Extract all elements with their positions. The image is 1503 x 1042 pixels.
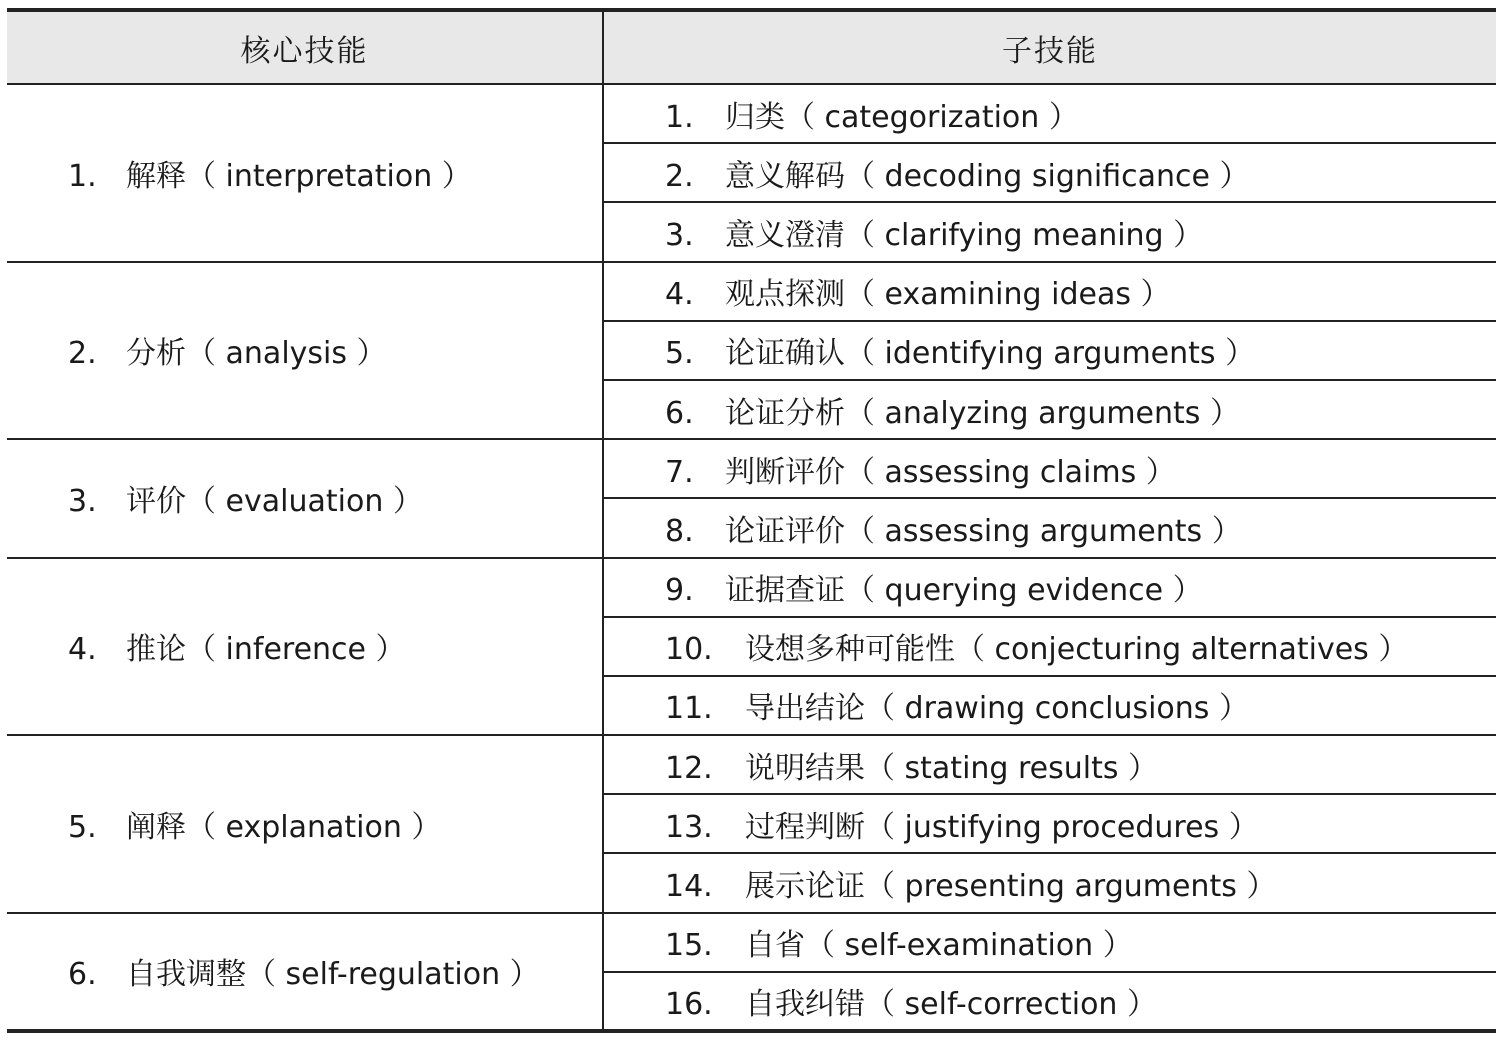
core-skill-name-en: （ explanation ） <box>186 809 442 845</box>
header-row <box>7 10 1496 84</box>
core-skill-name-zh: 解释 <box>126 158 186 194</box>
sub-skill-number: 15. <box>665 928 713 964</box>
sub-skill-name-en: （ examining ideas ） <box>845 277 1171 313</box>
sub-skill-cell <box>603 913 1496 972</box>
sub-skill-name-zh: 归类 <box>725 99 785 135</box>
table-row <box>7 84 1496 143</box>
sub-skill-name-en: （ assessing arguments ） <box>845 513 1242 549</box>
sub-skill-name-zh: 意义解码 <box>725 158 845 194</box>
core-skill-cell <box>7 262 603 440</box>
sub-skill-name-en: （ decoding significance ） <box>845 158 1250 194</box>
sub-skill-number: 10. <box>665 632 713 668</box>
core-skill-cell <box>7 735 603 913</box>
sub-skill-name-zh: 自省 <box>745 928 805 964</box>
sub-skill-number: 12. <box>665 750 713 786</box>
table-row <box>7 913 1496 972</box>
sub-skill-name-en: （ conjecturing alternatives ） <box>955 632 1409 668</box>
sub-skill-name-zh: 论证确认 <box>725 336 845 372</box>
sub-skill-name-en: （ analyzing arguments ） <box>845 395 1240 431</box>
core-skill-number: 3. <box>68 484 97 520</box>
sub-skill-name-en: （ drawing conclusions ） <box>865 691 1249 727</box>
sub-skill-number: 4. <box>665 277 694 313</box>
sub-skill-name-en: （ self-examination ） <box>805 928 1133 964</box>
sub-skill-name-zh: 说明结果 <box>745 750 865 786</box>
core-skill-name-en: （ inference ） <box>186 632 406 668</box>
core-skill-cell <box>7 439 603 557</box>
sub-skill-cell <box>603 498 1496 557</box>
sub-skill-name-zh: 展示论证 <box>745 869 865 905</box>
table-header <box>7 10 1496 84</box>
sub-skill-name-zh: 证据查证 <box>725 573 845 609</box>
sub-skill-name-en: （ clarifying meaning ） <box>845 217 1204 253</box>
sub-skill-name-zh: 论证分析 <box>725 395 845 431</box>
sub-skill-name-zh: 过程判断 <box>745 809 865 845</box>
sub-skill-name-zh: 导出结论 <box>745 691 865 727</box>
core-skill-name-en: （ interpretation ） <box>186 158 472 194</box>
sub-skill-cell <box>603 321 1496 380</box>
core-skill-name-en: （ self-regulation ） <box>246 957 540 993</box>
sub-skill-cell <box>603 439 1496 498</box>
sub-skill-name-en: （ justifying procedures ） <box>865 809 1259 845</box>
sub-skill-name-en: （ identifying arguments ） <box>845 336 1256 372</box>
sub-skill-cell <box>603 558 1496 617</box>
sub-skill-cell <box>603 794 1496 853</box>
skills-table-container <box>7 8 1496 1033</box>
sub-skill-cell <box>603 972 1496 1031</box>
table-row <box>7 439 1496 498</box>
table-row <box>7 262 1496 321</box>
sub-skill-name-zh: 自我纠错 <box>745 986 865 1022</box>
sub-skill-number: 8. <box>665 513 694 549</box>
core-skill-number: 2. <box>68 336 97 372</box>
sub-skill-number: 6. <box>665 395 694 431</box>
core-skill-name-en: （ analysis ） <box>186 336 387 372</box>
core-skill-cell <box>7 558 603 736</box>
sub-skill-number: 13. <box>665 809 713 845</box>
sub-skill-cell <box>603 380 1496 439</box>
sub-skill-number: 1. <box>665 99 694 135</box>
sub-skill-number: 7. <box>665 454 694 490</box>
sub-skill-number: 3. <box>665 217 694 253</box>
sub-skill-name-zh: 观点探测 <box>725 277 845 313</box>
core-skill-name-zh: 自我调整 <box>126 957 246 993</box>
sub-skill-name-zh: 意义澄清 <box>725 217 845 253</box>
sub-skill-number: 5. <box>665 336 694 372</box>
core-skill-name-zh: 阐释 <box>126 809 186 845</box>
core-skill-number: 1. <box>68 158 97 194</box>
sub-skill-cell <box>603 617 1496 676</box>
core-skill-name-zh: 分析 <box>126 336 186 372</box>
sub-skill-name-zh: 论证评价 <box>725 513 845 549</box>
critical-thinking-skills-table <box>7 8 1496 1033</box>
sub-skill-cell <box>603 676 1496 735</box>
sub-skill-cell <box>603 84 1496 143</box>
table-row <box>7 735 1496 794</box>
sub-skill-number: 11. <box>665 691 713 727</box>
sub-skill-name-en: （ presenting arguments ） <box>865 869 1277 905</box>
sub-skill-number: 9. <box>665 573 694 609</box>
sub-skill-name-en: （ querying evidence ） <box>845 573 1203 609</box>
sub-skill-name-zh: 判断评价 <box>725 454 845 490</box>
core-skill-number: 5. <box>68 809 97 845</box>
sub-skill-cell <box>603 853 1496 912</box>
sub-skill-number: 2. <box>665 158 694 194</box>
core-skill-cell <box>7 84 603 262</box>
sub-skill-number: 14. <box>665 869 713 905</box>
sub-skill-cell <box>603 143 1496 202</box>
core-skill-name-en: （ evaluation ） <box>186 484 423 520</box>
header-core-skill: 核心技能 <box>7 10 603 84</box>
sub-skill-cell <box>603 735 1496 794</box>
sub-skill-cell <box>603 262 1496 321</box>
sub-skill-name-en: （ assessing claims ） <box>845 454 1176 490</box>
table-row <box>7 558 1496 617</box>
core-skill-number: 4. <box>68 632 97 668</box>
header-sub-skill: 子技能 <box>603 10 1496 84</box>
sub-skill-name-en: （ categorization ） <box>785 99 1079 135</box>
core-skill-name-zh: 评价 <box>126 484 186 520</box>
sub-skill-name-en: （ stating results ） <box>865 750 1159 786</box>
core-skill-name-zh: 推论 <box>126 632 186 668</box>
sub-skill-name-en: （ self-correction ） <box>865 986 1157 1022</box>
sub-skill-cell <box>603 202 1496 261</box>
core-skill-number: 6. <box>68 957 97 993</box>
sub-skill-name-zh: 设想多种可能性 <box>745 632 955 668</box>
core-skill-cell <box>7 913 603 1031</box>
table-body <box>7 84 1496 1031</box>
sub-skill-number: 16. <box>665 986 713 1022</box>
